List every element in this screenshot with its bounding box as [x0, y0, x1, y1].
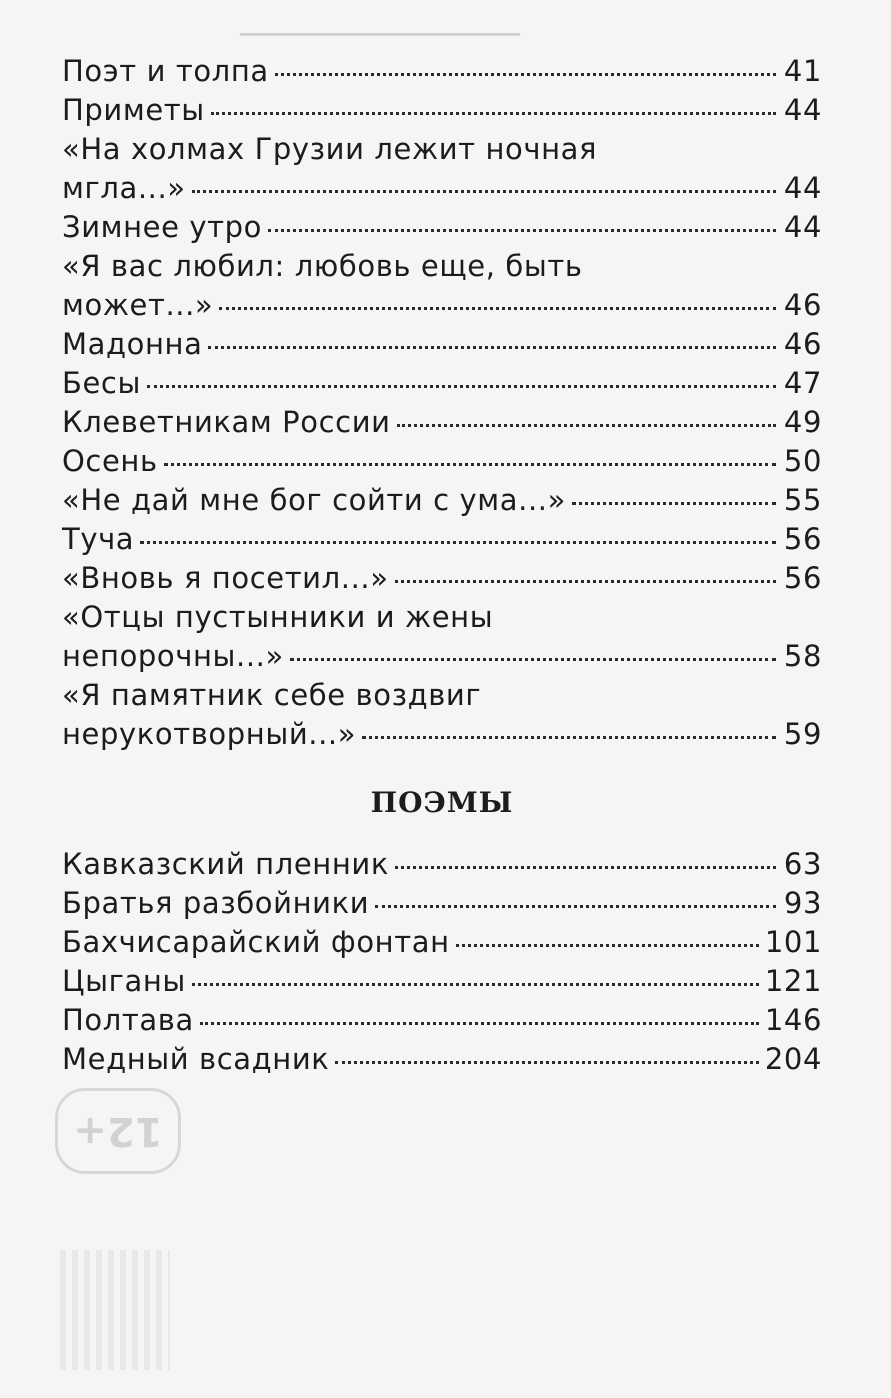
toc-entry-title: Кавказский пленник	[62, 847, 389, 881]
toc-entry-title-line: «Я вас любил: любовь еще, быть	[62, 249, 583, 283]
toc-entry-page-number: 46	[783, 327, 822, 361]
toc-entry-row	[62, 1001, 822, 1040]
toc-entry-row	[62, 559, 822, 598]
toc-entry-title-line: «На холмах Грузии лежит ночная	[62, 132, 598, 166]
toc-entry-title: Полтава	[62, 1003, 194, 1037]
toc-entry	[62, 1040, 822, 1079]
toc-entry-title: «Вновь я посетил...»	[62, 561, 389, 595]
toc-entry	[62, 364, 822, 403]
bleed-through-age-mark: 12+	[55, 1088, 181, 1174]
toc-entry-title: Осень	[62, 444, 158, 478]
toc-entry	[62, 442, 822, 481]
dot-leader	[397, 424, 776, 427]
toc-entry-page-number: 50	[783, 444, 822, 478]
toc-entry-page-number: 101	[764, 925, 822, 959]
toc-entry-page-number: 44	[783, 210, 822, 244]
toc-entry	[62, 247, 822, 325]
dot-leader	[147, 385, 776, 388]
toc-entry-title: непорочны...»	[62, 639, 284, 673]
toc-entry-row	[62, 364, 822, 403]
toc-entry-title: Туча	[62, 522, 135, 556]
toc-entry-title: Приметы	[62, 93, 205, 127]
toc-entry-row	[62, 52, 822, 91]
toc-entry	[62, 130, 822, 208]
toc-entry-title: нерукотворный...»	[62, 717, 357, 751]
toc-entry-title: Мадонна	[62, 327, 203, 361]
toc-entry	[62, 403, 822, 442]
toc-entry-page-number: 46	[783, 288, 822, 322]
toc-entry	[62, 91, 822, 130]
toc-entry-row	[62, 637, 822, 676]
dot-leader	[375, 905, 776, 908]
dot-leader	[395, 580, 776, 583]
dot-leader	[335, 1061, 758, 1064]
toc-entry-row	[62, 715, 822, 754]
dot-leader	[164, 463, 776, 466]
toc-entry	[62, 559, 822, 598]
toc-entry-title: Бахчисарайский фонтан	[62, 925, 450, 959]
toc-entry-row	[62, 481, 822, 520]
toc-entry-page-number: 204	[764, 1042, 822, 1076]
toc-entry-page-number: 58	[783, 639, 822, 673]
dot-leader	[211, 112, 776, 115]
toc-entry-title: «Не дай мне бог сойти с ума...»	[62, 483, 566, 517]
dot-leader	[362, 736, 776, 739]
toc-entry-page-number: 59	[783, 717, 822, 751]
dot-leader	[572, 502, 776, 505]
toc-entry-row	[62, 962, 822, 1001]
table-of-contents	[62, 52, 822, 1079]
bleed-through-text: ▁▁▁▁▁▁▁▁▁▁▁▁▁▁▁▁▁▁▁▁▁▁▁▁▁▁	[240, 20, 520, 36]
toc-entry-row	[62, 169, 822, 208]
contents-list	[62, 52, 822, 754]
toc-entry-row	[62, 286, 822, 325]
toc-entry-row	[62, 91, 822, 130]
dot-leader	[275, 73, 776, 76]
dot-leader	[290, 658, 776, 661]
toc-entry-row	[62, 208, 822, 247]
toc-entry-title: Цыганы	[62, 964, 186, 998]
dot-leader	[219, 307, 776, 310]
toc-entry-title: Зимнее утро	[62, 210, 262, 244]
toc-entry-title-line: «Отцы пустынники и жены	[62, 600, 494, 634]
toc-entry	[62, 1001, 822, 1040]
toc-entry-page-number: 49	[783, 405, 822, 439]
toc-entry-page-number: 47	[783, 366, 822, 400]
toc-entry-title: может...»	[62, 288, 214, 322]
toc-entry-title: Клеветникам России	[62, 405, 391, 439]
toc-entry-row	[62, 403, 822, 442]
toc-entry-page-number: 93	[783, 886, 822, 920]
dot-leader	[140, 541, 776, 544]
toc-entry-title: Поэт и толпа	[62, 54, 269, 88]
toc-entry-page-number: 55	[783, 483, 822, 517]
toc-entry-page-number: 56	[783, 522, 822, 556]
toc-entry	[62, 208, 822, 247]
toc-entry-page-number: 63	[783, 847, 822, 881]
toc-entry-title-line: «Я памятник себе воздвиг	[62, 678, 482, 712]
bleed-through-logo	[60, 1250, 170, 1370]
toc-entry-page-number: 44	[783, 171, 822, 205]
toc-entry-row	[62, 325, 822, 364]
dot-leader	[456, 944, 759, 947]
toc-entry	[62, 598, 822, 676]
toc-entry	[62, 884, 822, 923]
toc-entry-page-number: 56	[783, 561, 822, 595]
toc-entry-page-number: 41	[783, 54, 822, 88]
dot-leader	[200, 1022, 759, 1025]
toc-entry-page-number: 121	[764, 964, 822, 998]
toc-entry-title: Бесы	[62, 366, 141, 400]
toc-entry-page-number: 146	[764, 1003, 822, 1037]
toc-entry	[62, 923, 822, 962]
toc-entry-title: мгла...»	[62, 171, 186, 205]
toc-entry-row	[62, 442, 822, 481]
toc-entry	[62, 481, 822, 520]
dot-leader	[395, 866, 776, 869]
toc-entry	[62, 520, 822, 559]
toc-entry-row	[62, 923, 822, 962]
toc-entry-page-number: 44	[783, 93, 822, 127]
toc-entry	[62, 52, 822, 91]
toc-entry-row	[62, 1040, 822, 1079]
toc-entry-title: Братья разбойники	[62, 886, 370, 920]
toc-entry-row	[62, 845, 822, 884]
toc-entry-row	[62, 884, 822, 923]
dot-leader	[268, 229, 776, 232]
toc-entry	[62, 845, 822, 884]
toc-entry	[62, 962, 822, 1001]
dot-leader	[192, 983, 759, 986]
dot-leader	[192, 190, 776, 193]
toc-entry-title: Медный всадник	[62, 1042, 330, 1076]
toc-entry-row	[62, 520, 822, 559]
contents-list-poems	[62, 845, 822, 1079]
dot-leader	[208, 346, 776, 349]
section-heading: ПОЭМЫ	[370, 786, 514, 819]
toc-entry	[62, 676, 822, 754]
toc-entry	[62, 325, 822, 364]
